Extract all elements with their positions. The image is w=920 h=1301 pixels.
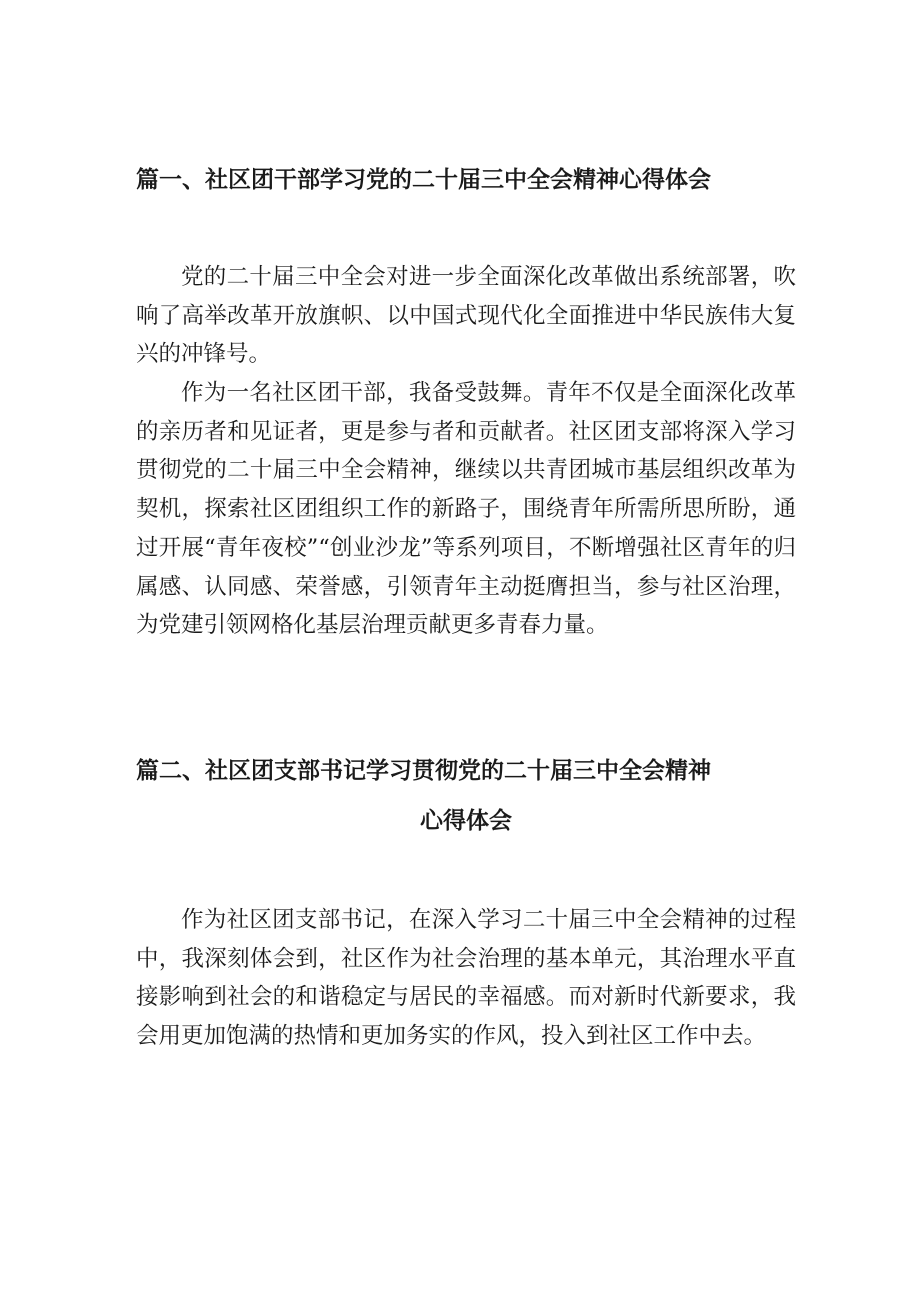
section-one-paragraph-2: 作为一名社区团干部，我备受鼓舞。青年不仅是全面深化改革的亲历者和见证者，更是参与者和贡献者。社区团支部将深入学习贯彻党的二十届三中全会精神，继续以共青团城市基层组织改革为契机，探索社区团组织工作的新路子，围绕青年所需所思所盼，通过开展“青年夜校”“创业沙龙”等系列项目，不断增强社区青年的归属感、认同感、荣誉感，引领青年主动挺膺担当，参与社区治理，为党建引领网格化基层治理贡献更多青春力量。 [136, 380, 796, 639]
section-one-paragraph-1: 党的二十届三中全会对进一步全面深化改革做出系统部署，吹响了高举改革开放旗帜、以中国式现代化全面推进中华民族伟大复兴的冲锋号。 [136, 264, 796, 368]
section-two-title-line-2: 心得体会 [420, 808, 512, 834]
section-one-title: 篇一、社区团干部学习党的二十届三中全会精神心得体会 [136, 167, 711, 193]
section-two-title-line-1: 篇二、社区团支部书记学习贯彻党的二十届三中全会精神 [136, 758, 711, 784]
section-two-paragraph-1: 作为社区团支部书记，在深入学习二十届三中全会精神的过程中，我深刻体会到，社区作为社会治理的基本单元，其治理水平直接影响到社会的和谐稳定与居民的幸福感。而对新时代新要求，我会用更加饱满的热情和更加务实的作风，投入到社区工作中去。 [136, 907, 796, 1050]
section-two-title [136, 748, 796, 844]
